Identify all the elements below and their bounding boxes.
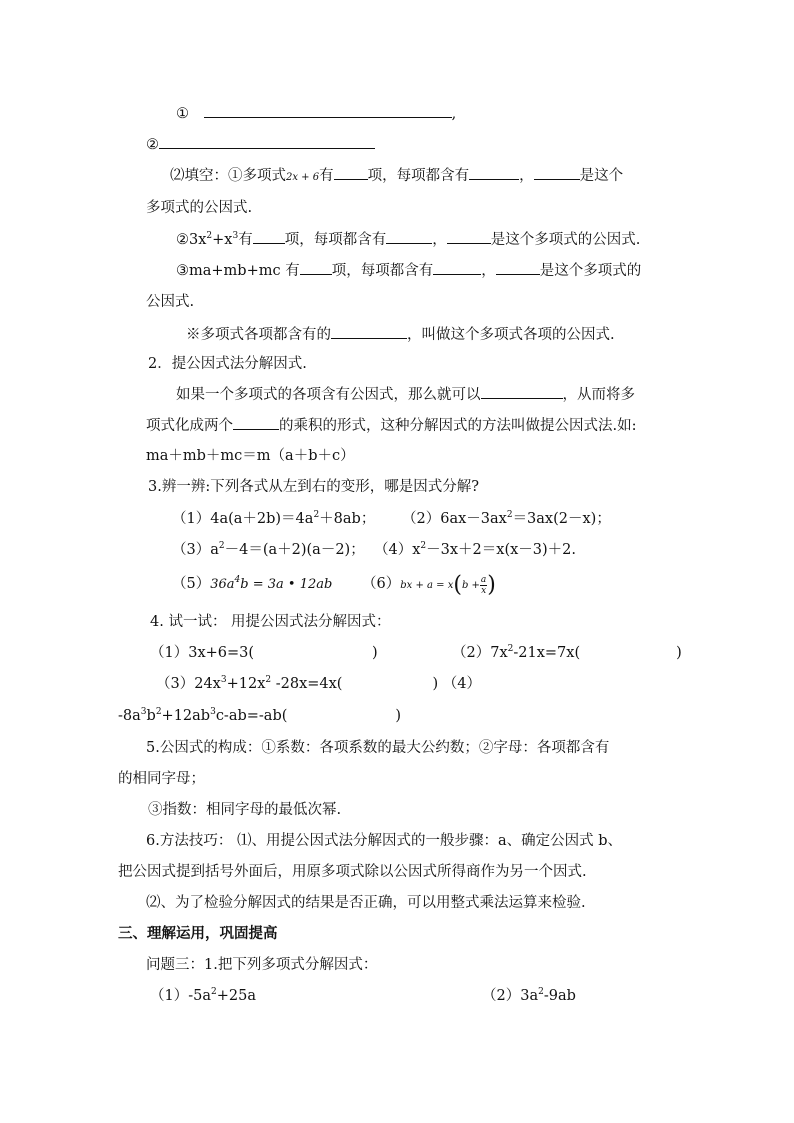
judge-item-4: $(4)x^2-3x+2=x(x-3)+2$. xyxy=(374,541,576,558)
question-3-title: 问题三：1.把下列多项式分解因式： xyxy=(146,957,378,973)
answer-blank[interactable] xyxy=(447,229,491,244)
section-6-line1: 6.方法技巧： ⑴、用提公因式法分解因式的一般步骤：a、确定公因式 b、 xyxy=(146,833,622,849)
judge-item-5: $(5)36a^4b = 3a$ • 12ab xyxy=(172,575,333,592)
section-5-line1: 5.公因式的构成：①系数：各项系数的最大公约数；②字母：各项都含有 xyxy=(146,740,610,756)
section-2-title: 2．提公因式法分解因式. xyxy=(148,356,307,372)
answer-blank[interactable] xyxy=(334,165,368,180)
judge-item-1: $(1)4a(a+2b)=4a^2+8ab$； xyxy=(172,510,376,527)
fill-question-1-cont: 多项式的公因式. xyxy=(146,200,253,216)
answer-blank[interactable] xyxy=(469,165,519,180)
factor-item-2: $(2)3a^2-9ab$ xyxy=(482,987,576,1004)
answer-blank[interactable] xyxy=(233,415,279,430)
section-2-para-line1: 如果一个多项式的各项含有公因式，那么就可以 ，从而将多 xyxy=(176,384,635,405)
judge-item-6: （6）bx + a = x(b + $\frac{a}{x}$ ) xyxy=(362,572,496,598)
math-expression: 2x + 6 xyxy=(286,172,320,183)
blank-item-1: ① , xyxy=(176,103,456,124)
practice-item-2: $(2)7x^2-21x=7x$( ) xyxy=(452,644,682,661)
fill-question-3-cont: 公因式. xyxy=(146,294,195,310)
section-6-line3: ⑵、为了检验分解因式的结果是否正确，可以用整式乘法运算来检验. xyxy=(146,895,586,911)
section-2-para-line2: 项式化成两个 的乘积的形式，这种分解因式的方法叫做提公因式法.如: xyxy=(146,415,637,436)
answer-blank[interactable] xyxy=(300,260,332,275)
answer-blank[interactable] xyxy=(204,103,452,118)
answer-blank[interactable] xyxy=(481,384,563,399)
section-4-title: 4. 试一试： 用提公因式法分解因式： xyxy=(150,614,391,630)
judge-item-3: $(3)a^2-4=(a+2)(a-2)$； xyxy=(172,541,365,558)
fill-question-1: ⑵填空：①多项式2x + 6有 项，每项都含有 ， 是这个 xyxy=(170,165,623,188)
practice-item-4: $-8a^3b^2+12ab^3c-ab=-ab$( ) xyxy=(118,707,402,724)
part-3-heading: 三、理解运用，巩固提高 xyxy=(118,925,278,942)
common-factor-definition: ※多项式各项都含有的 ，叫做这个多项式各项的公因式. xyxy=(186,324,615,345)
blank-item-2-marker: ② xyxy=(146,137,159,153)
answer-blank[interactable] xyxy=(253,229,285,244)
fill-question-3: ③ma+mb+mc 有 项，每项都含有 ， 是这个多项式的 xyxy=(176,260,641,281)
section-2-example: ma＋mb＋mc＝m（a＋b＋c） xyxy=(146,448,355,464)
section-3-title: 3.辨一辨:下列各式从左到右的变形，哪是因式分解? xyxy=(148,479,479,495)
factor-item-1: $(1)-5a^2+25a$ xyxy=(150,987,256,1004)
answer-blank[interactable] xyxy=(496,260,540,275)
math-expression: $36a^4b = 3a$ • 12ab xyxy=(210,575,333,592)
judge-item-2: $(2)6ax-3ax^2=3ax(2-x)$； xyxy=(402,510,611,527)
section-5-line2: 的相同字母； xyxy=(118,771,205,787)
section-5-line3: ③指数：相同字母的最低次幂. xyxy=(148,802,342,818)
fill-question-2: $②3x^2+x^3$有 项，每项都含有 ， 是这个多项式的公因式. xyxy=(176,231,641,248)
answer-blank[interactable] xyxy=(159,134,375,149)
blank-item-1-marker: ① xyxy=(176,106,189,122)
practice-item-1: （1）3x+6=3( ) xyxy=(150,645,378,661)
answer-blank[interactable] xyxy=(331,324,407,339)
fraction: $\frac{a}{x}$ xyxy=(480,575,487,596)
answer-blank[interactable] xyxy=(386,229,432,244)
answer-blank[interactable] xyxy=(433,260,481,275)
answer-blank[interactable] xyxy=(534,165,580,180)
practice-item-3: $(3)24x^3+12x^2$ -28x=4x( ) （4） xyxy=(156,675,481,692)
blank-item-2 xyxy=(146,134,375,155)
section-6-line2: 把公因式提到括号外面后，用原多项式除以公因式所得商作为另一个因式. xyxy=(118,864,587,880)
math-expression: bx + a = x(b + $\frac{a}{x}$ ) xyxy=(400,572,496,598)
